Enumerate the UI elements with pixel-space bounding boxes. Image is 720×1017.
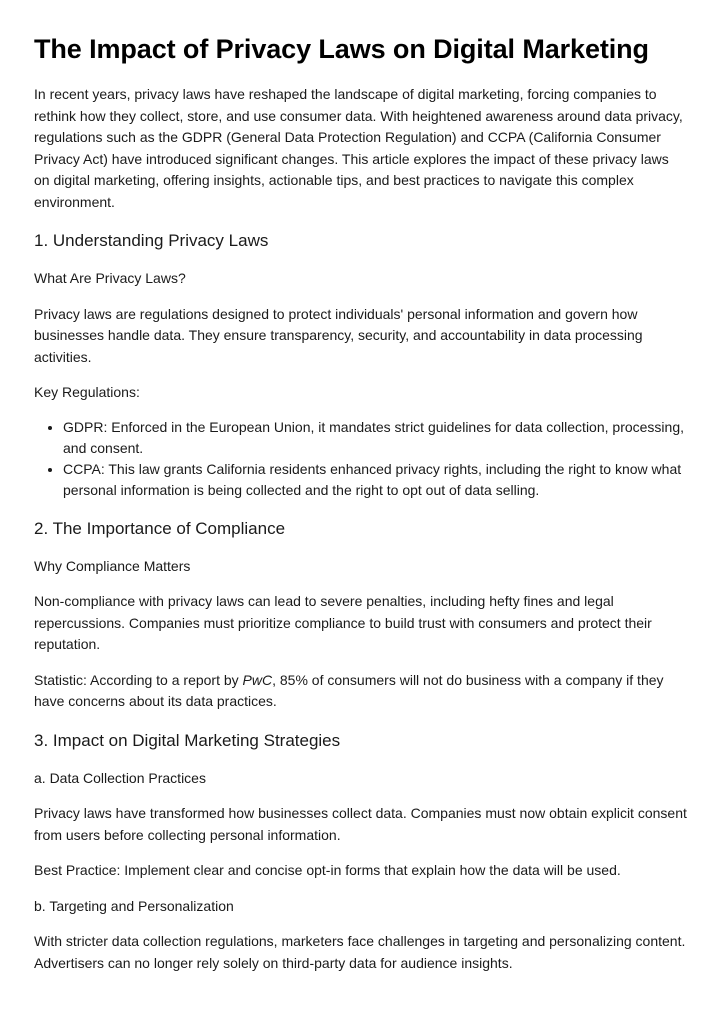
compliance-paragraph: Non-compliance with privacy laws can lead to severe penalties, including hefty fines and legal repercussions. Companies must prioritize compliance to build trust with consumers and protect their reputation. (34, 593, 652, 652)
list-item-gdpr: • GDPR: Enforced in the European Union, it mandates strict guidelines for data collection, processing, and consent. (63, 417, 687, 459)
best-practice-paragraph: Best Practice: Implement clear and concise opt-in forms that explain how the data will be used. (34, 862, 621, 878)
subheading-targeting-and-personalization: b. Targeting and Personalization (34, 897, 234, 914)
statistic-source: PwC (242, 671, 273, 688)
privacy-laws-definition-paragraph: Privacy laws are regulations designed to protect individuals' personal information and govern how businesses handle data. They ensure transparency, security, and accountability in data processing activities. (34, 305, 643, 365)
key-regulations-label: Key Regulations: (34, 384, 140, 400)
statistic-suffix: , 85% of consumers will not do business with a company if they have concerns about its data practices. (34, 671, 664, 709)
section-heading-impact-on-strategies: 3. Impact on Digital Marketing Strategies (34, 730, 341, 750)
regulations-list (34, 417, 687, 501)
statistic-prefix: Statistic: According to a report by (34, 671, 243, 688)
section-heading-importance-of-compliance: 2. The Importance of Compliance (34, 518, 286, 538)
subheading-what-are-privacy-laws: What Are Privacy Laws? (34, 270, 186, 286)
page-title: The Impact of Privacy Laws on Digital Marketing (34, 34, 649, 64)
data-collection-paragraph: Privacy laws have transformed how businesses collect data. Companies must now obtain explicit consent from users before collecting personal information. (34, 805, 687, 843)
section-heading-understanding-privacy-laws: 1. Understanding Privacy Laws (34, 231, 269, 250)
subheading-data-collection-practices: a. Data Collection Practices (34, 769, 206, 786)
intro-paragraph: In recent years, privacy laws have reshaped the landscape of digital marketing, forcing companies to rethink how they collect, store, and use consumer data. With heightened awareness around data privacy, regulations such as the GDPR (General Data Protection Regulation) and CCPA (California Consumer Privacy Act) have introduced significant changes. This article explores the impact of these privacy laws on digital marketing, offering insights, actionable tips, and best practices to navigate this complex environment. (34, 86, 683, 210)
list-item-ccpa: • CCPA: This law grants California residents enhanced privacy rights, including the right to know what personal information is being collected and the right to opt out of data selling. (63, 459, 687, 501)
statistic-paragraph (34, 670, 687, 713)
targeting-paragraph: With stricter data collection regulations, marketers face challenges in targeting and personalizing content. Advertisers can no longer rely solely on third-party data for audience insights. (34, 933, 686, 971)
subheading-why-compliance-matters: Why Compliance Matters (34, 557, 191, 574)
